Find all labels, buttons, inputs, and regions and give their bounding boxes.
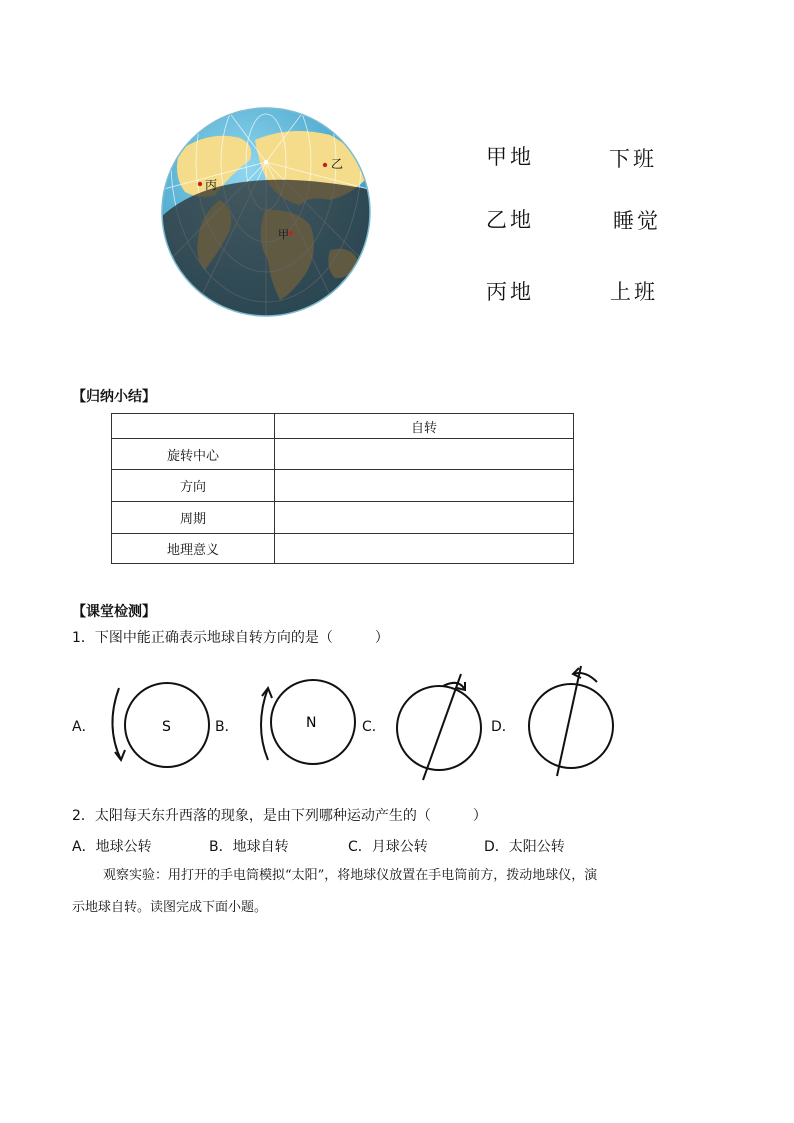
table-row <box>112 502 574 534</box>
row-label: 旋转中心 <box>112 439 275 470</box>
jia-dot <box>289 231 293 235</box>
option-c-label: C． <box>362 719 386 735</box>
table-header-cell: 自转 <box>275 414 574 439</box>
globe-figure <box>160 100 372 322</box>
activity-sleep: 睡觉 <box>613 209 661 233</box>
row-label: 方向 <box>112 470 275 502</box>
table-header-cell <box>112 414 275 439</box>
observation-line-1: 观察实验：用打开的手电筒模拟“太阳”，将地球仪放置在手电筒前方，拨动地球仪，演 <box>103 868 598 883</box>
option-a-diagram <box>103 676 213 776</box>
q2-option-c: C．月球公转 <box>348 839 428 855</box>
activity-offwork: 下班 <box>609 147 657 171</box>
q2-option-a: A．地球公转 <box>72 839 152 855</box>
q2-option-b: B．地球自转 <box>209 839 289 855</box>
row-value[interactable] <box>275 534 574 564</box>
place-yi: 乙地 <box>486 208 534 232</box>
row-value[interactable] <box>275 439 574 470</box>
row-label: 周期 <box>112 502 275 534</box>
table-header-row <box>112 414 574 439</box>
option-a-label: A． <box>72 719 96 735</box>
question-2: 2．太阳每天东升西落的现象，是由下列哪种运动产生的（ ） <box>72 808 487 824</box>
pole-n-label: N <box>306 715 317 731</box>
row-value[interactable] <box>275 502 574 534</box>
table-row <box>112 470 574 502</box>
place-bing: 丙地 <box>486 280 534 304</box>
activity-work: 上班 <box>610 280 658 304</box>
bing-label: 丙 <box>205 178 218 192</box>
place-jia: 甲地 <box>486 145 534 169</box>
row-label: 地理意义 <box>112 534 275 564</box>
summary-table <box>111 413 574 564</box>
option-c-diagram <box>393 670 493 782</box>
option-b-diagram <box>250 676 360 776</box>
yi-dot <box>323 163 327 167</box>
summary-title: 【归纳小结】 <box>72 389 156 405</box>
question-1: 1．下图中能正确表示地球自转方向的是（ ） <box>72 630 389 646</box>
check-title: 【课堂检测】 <box>72 604 156 620</box>
bing-dot <box>198 182 202 186</box>
pole-s-label: S <box>162 719 171 735</box>
option-b-label: B． <box>215 719 239 735</box>
yi-label: 乙 <box>331 157 344 171</box>
jia-label: 甲 <box>278 228 289 241</box>
table-row <box>112 439 574 470</box>
row-value[interactable] <box>275 470 574 502</box>
q2-option-d: D．太阳公转 <box>484 839 565 855</box>
observation-line-2: 示地球自转。读图完成下面小题。 <box>72 900 268 915</box>
table-row <box>112 534 574 564</box>
option-d-label: D． <box>491 719 516 735</box>
option-d-diagram <box>525 664 625 780</box>
